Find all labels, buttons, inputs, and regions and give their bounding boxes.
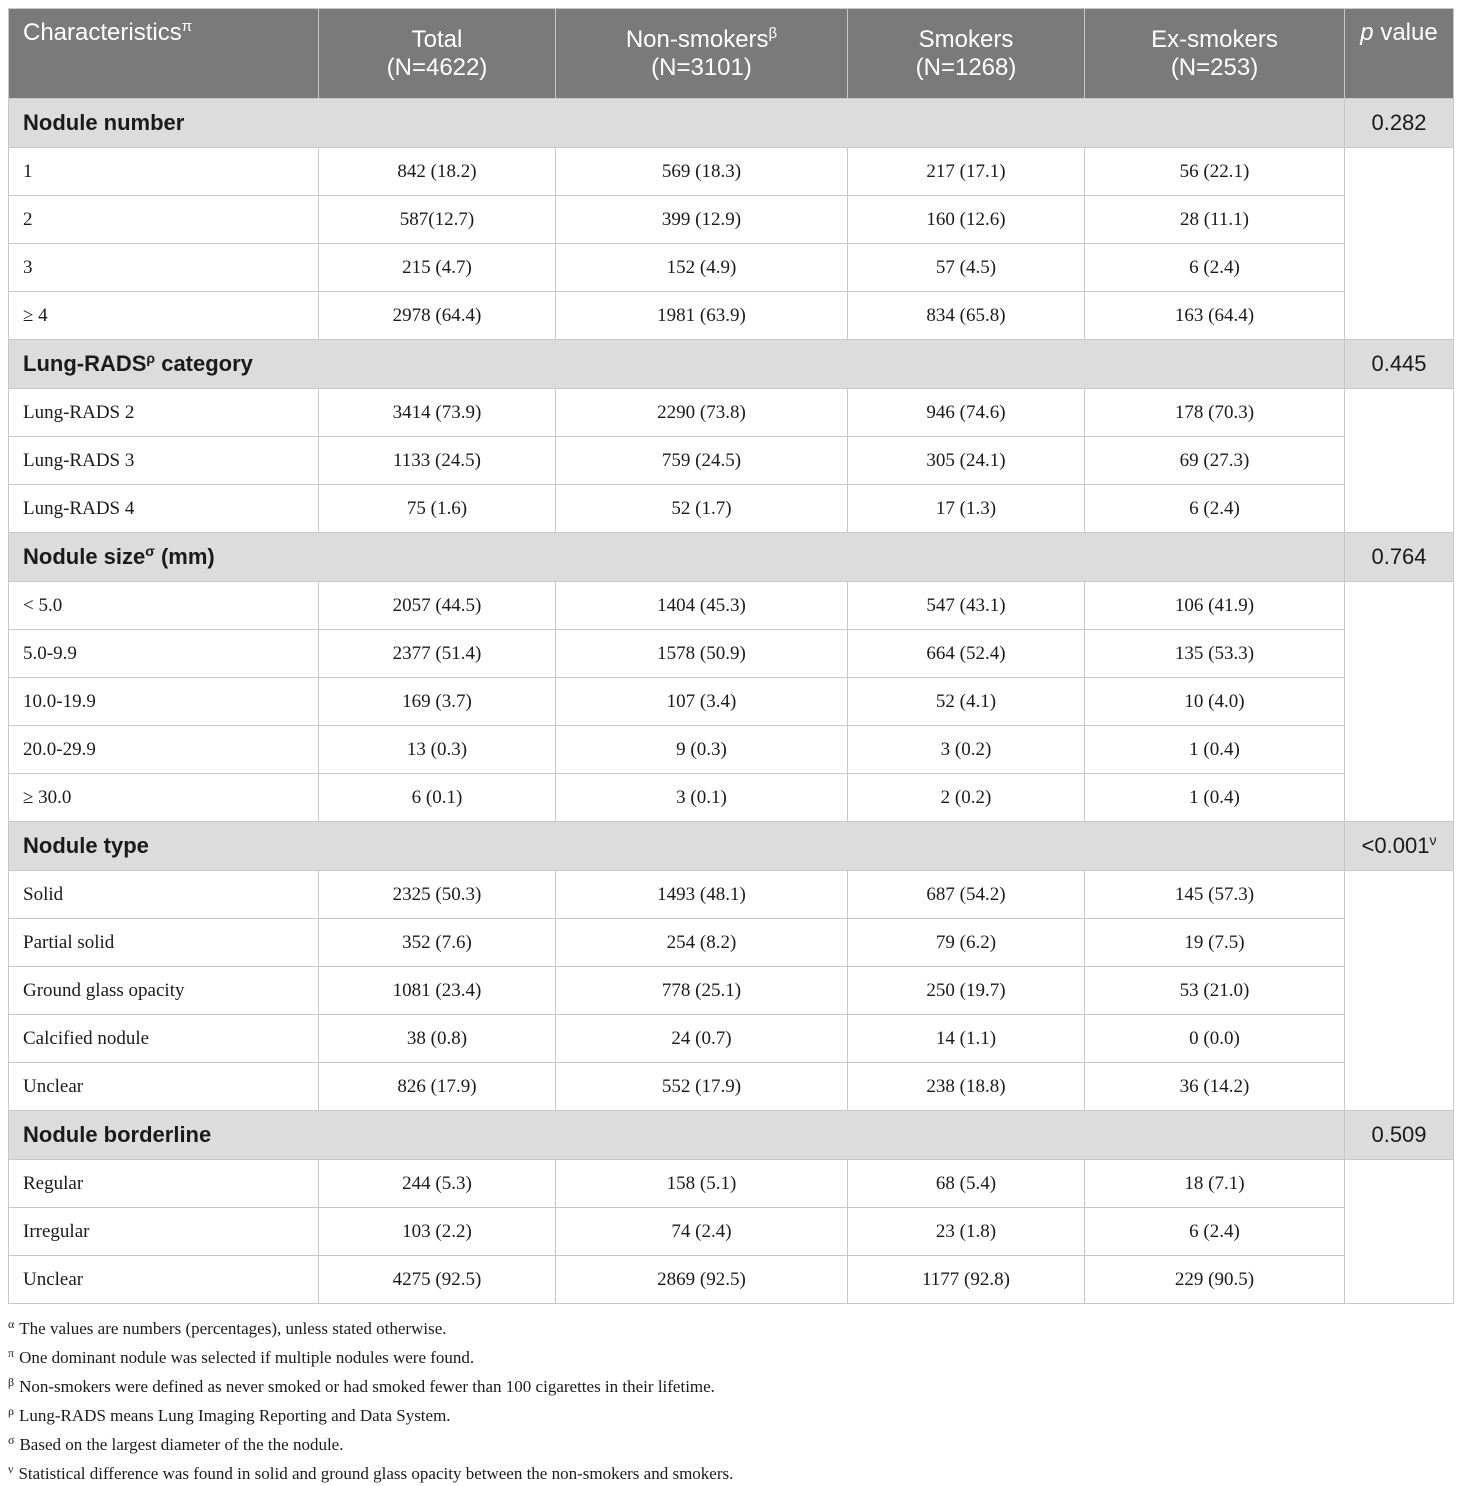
cell-exsmokers: 6 (2.4) (1085, 244, 1345, 292)
section-title-text: Nodule type (23, 833, 149, 858)
section-title (9, 340, 1345, 389)
cell-total: 352 (7.6) (319, 919, 556, 967)
section-title (9, 533, 1345, 582)
p-value-text: 0.445 (1371, 351, 1427, 376)
cell-total: 244 (5.3) (319, 1160, 556, 1208)
cell-nonsmokers: 1981 (63.9) (556, 292, 848, 340)
cell-nonsmokers: 569 (18.3) (556, 148, 848, 196)
table-row (9, 292, 1454, 340)
header-nonsmokers-n: (N=3101) (651, 53, 752, 81)
cell-total: 4275 (92.5) (319, 1256, 556, 1304)
cell-exsmokers: 6 (2.4) (1085, 1208, 1345, 1256)
cell-nonsmokers: 74 (2.4) (556, 1208, 848, 1256)
footnote-symbol: α (8, 1317, 15, 1331)
cell-total: 587(12.7) (319, 196, 556, 244)
cell-nonsmokers: 9 (0.3) (556, 726, 848, 774)
footnote-text: The values are numbers (percentages), unless stated otherwise. (19, 1319, 447, 1338)
cell-nonsmokers: 1493 (48.1) (556, 871, 848, 919)
cell-exsmokers: 145 (57.3) (1085, 871, 1345, 919)
row-label: Unclear (9, 1063, 319, 1111)
cell-nonsmokers: 399 (12.9) (556, 196, 848, 244)
cell-total: 2377 (51.4) (319, 630, 556, 678)
footnote (8, 1312, 1453, 1341)
cell-total: 2057 (44.5) (319, 582, 556, 630)
cell-exsmokers: 1 (0.4) (1085, 774, 1345, 822)
table-row (9, 871, 1454, 919)
cell-smokers: 17 (1.3) (848, 485, 1085, 533)
cell-total: 13 (0.3) (319, 726, 556, 774)
footnotes (8, 1312, 1453, 1486)
p-value-text: 0.282 (1371, 110, 1427, 135)
cell-exsmokers: 229 (90.5) (1085, 1256, 1345, 1304)
section-header-row (9, 533, 1454, 582)
cell-exsmokers: 0 (0.0) (1085, 1015, 1345, 1063)
table-header-row (9, 9, 1454, 99)
section-p-value (1345, 533, 1454, 582)
cell-total: 215 (4.7) (319, 244, 556, 292)
table-row (9, 1256, 1454, 1304)
p-value-blank-cell (1345, 582, 1454, 822)
cell-smokers: 3 (0.2) (848, 726, 1085, 774)
table-row (9, 389, 1454, 437)
row-label: Partial solid (9, 919, 319, 967)
header-p-value (1345, 9, 1454, 99)
cell-total: 6 (0.1) (319, 774, 556, 822)
table-row (9, 148, 1454, 196)
cell-smokers: 664 (52.4) (848, 630, 1085, 678)
header-exsmokers-label: Ex-smokers (1151, 25, 1278, 53)
section-title-text: Lung-RADS (23, 351, 147, 376)
p-value-sup: ν (1429, 832, 1437, 848)
footnote-symbol: σ (8, 1433, 15, 1447)
cell-nonsmokers: 152 (4.9) (556, 244, 848, 292)
footnote (8, 1399, 1453, 1428)
cell-total: 826 (17.9) (319, 1063, 556, 1111)
cell-smokers: 238 (18.8) (848, 1063, 1085, 1111)
table-row (9, 196, 1454, 244)
header-total-label: Total (411, 25, 463, 53)
cell-smokers: 14 (1.1) (848, 1015, 1085, 1063)
cell-smokers: 79 (6.2) (848, 919, 1085, 967)
header-exsmokers-n: (N=253) (1170, 53, 1259, 81)
p-value-blank-cell (1345, 389, 1454, 533)
cell-smokers: 305 (24.1) (848, 437, 1085, 485)
cell-nonsmokers: 158 (5.1) (556, 1160, 848, 1208)
table-row (9, 485, 1454, 533)
table-row (9, 1208, 1454, 1256)
cell-exsmokers: 56 (22.1) (1085, 148, 1345, 196)
section-p-value (1345, 99, 1454, 148)
row-label: 20.0-29.9 (9, 726, 319, 774)
header-nonsmokers-sup: β (768, 24, 778, 42)
footnote-symbol: β (8, 1375, 15, 1389)
cell-smokers: 217 (17.1) (848, 148, 1085, 196)
table-container (8, 8, 1453, 1486)
table-row (9, 630, 1454, 678)
cell-total: 842 (18.2) (319, 148, 556, 196)
row-label: Lung-RADS 3 (9, 437, 319, 485)
row-label: 1 (9, 148, 319, 196)
section-header-row (9, 340, 1454, 389)
table-row (9, 919, 1454, 967)
cell-total: 103 (2.2) (319, 1208, 556, 1256)
cell-exsmokers: 36 (14.2) (1085, 1063, 1345, 1111)
table-row (9, 967, 1454, 1015)
table-row (9, 437, 1454, 485)
cell-exsmokers: 1 (0.4) (1085, 726, 1345, 774)
cell-smokers: 1177 (92.8) (848, 1256, 1085, 1304)
cell-nonsmokers: 759 (24.5) (556, 437, 848, 485)
cell-nonsmokers: 24 (0.7) (556, 1015, 848, 1063)
header-nonsmokers (556, 9, 848, 99)
p-value-blank-cell (1345, 148, 1454, 340)
cell-exsmokers: 6 (2.4) (1085, 485, 1345, 533)
cell-smokers: 834 (65.8) (848, 292, 1085, 340)
header-nonsmokers-label: Non-smokers (625, 25, 769, 53)
cell-exsmokers: 135 (53.3) (1085, 630, 1345, 678)
section-title-text: Nodule borderline (23, 1122, 212, 1147)
footnote (8, 1457, 1453, 1486)
row-label: ≥ 30.0 (9, 774, 319, 822)
section-title (9, 1111, 1345, 1160)
section-title-suffix: category (155, 351, 253, 376)
header-smokers-n: (N=1268) (915, 53, 1017, 81)
cell-exsmokers: 19 (7.5) (1085, 919, 1345, 967)
cell-smokers: 547 (43.1) (848, 582, 1085, 630)
header-total (319, 9, 556, 99)
section-p-value (1345, 822, 1454, 871)
table-row (9, 244, 1454, 292)
cell-nonsmokers: 552 (17.9) (556, 1063, 848, 1111)
cell-nonsmokers: 52 (1.7) (556, 485, 848, 533)
section-title-suffix: (mm) (154, 544, 215, 569)
header-total-n: (N=4622) (386, 53, 488, 81)
cell-total: 3414 (73.9) (319, 389, 556, 437)
cell-total: 38 (0.8) (319, 1015, 556, 1063)
cell-total: 75 (1.6) (319, 485, 556, 533)
row-label: 10.0-19.9 (9, 678, 319, 726)
row-label: Calcified nodule (9, 1015, 319, 1063)
p-value-blank-cell (1345, 1160, 1454, 1304)
cell-smokers: 946 (74.6) (848, 389, 1085, 437)
header-exsmokers (1085, 9, 1345, 99)
row-label: Lung-RADS 2 (9, 389, 319, 437)
cell-nonsmokers: 107 (3.4) (556, 678, 848, 726)
cell-nonsmokers: 2290 (73.8) (556, 389, 848, 437)
footnote (8, 1341, 1453, 1370)
cell-smokers: 2 (0.2) (848, 774, 1085, 822)
header-p-italic: p (1360, 19, 1374, 46)
cell-nonsmokers: 1578 (50.9) (556, 630, 848, 678)
cell-exsmokers: 69 (27.3) (1085, 437, 1345, 485)
row-label: Lung-RADS 4 (9, 485, 319, 533)
footnote-text: Statistical difference was found in solid and ground glass opacity between the non-smokers and smokers. (18, 1464, 734, 1483)
cell-smokers: 23 (1.8) (848, 1208, 1085, 1256)
footnote-symbol: ρ (8, 1404, 14, 1418)
section-p-value (1345, 1111, 1454, 1160)
table-row (9, 678, 1454, 726)
cell-exsmokers: 163 (64.4) (1085, 292, 1345, 340)
header-smokers (848, 9, 1085, 99)
section-p-value (1345, 340, 1454, 389)
section-header-row (9, 99, 1454, 148)
section-title-text: Nodule size (23, 544, 146, 569)
table-row (9, 1063, 1454, 1111)
p-value-text: <0.001 (1361, 833, 1430, 858)
cell-smokers: 250 (19.7) (848, 967, 1085, 1015)
row-label: 2 (9, 196, 319, 244)
row-label: 5.0-9.9 (9, 630, 319, 678)
cell-total: 169 (3.7) (319, 678, 556, 726)
cell-total: 2978 (64.4) (319, 292, 556, 340)
row-label: Regular (9, 1160, 319, 1208)
table-row (9, 726, 1454, 774)
cell-nonsmokers: 778 (25.1) (556, 967, 848, 1015)
cell-nonsmokers: 1404 (45.3) (556, 582, 848, 630)
header-p-rest: value (1373, 19, 1438, 46)
cell-smokers: 57 (4.5) (848, 244, 1085, 292)
section-title-text: Nodule number (23, 110, 185, 135)
cell-total: 1133 (24.5) (319, 437, 556, 485)
table-row (9, 582, 1454, 630)
section-title (9, 822, 1345, 871)
cell-smokers: 687 (54.2) (848, 871, 1085, 919)
cell-nonsmokers: 254 (8.2) (556, 919, 848, 967)
row-label: Ground glass opacity (9, 967, 319, 1015)
table-row (9, 774, 1454, 822)
table-row (9, 1160, 1454, 1208)
cell-exsmokers: 18 (7.1) (1085, 1160, 1345, 1208)
cell-nonsmokers: 3 (0.1) (556, 774, 848, 822)
section-header-row (9, 822, 1454, 871)
footnote-symbol: ν (8, 1462, 14, 1476)
header-characteristics-sup: π (181, 18, 193, 35)
section-title-sup: ρ (146, 350, 156, 366)
cell-exsmokers: 28 (11.1) (1085, 196, 1345, 244)
footnote-text: One dominant nodule was selected if multiple nodules were found. (19, 1348, 475, 1367)
cell-total: 1081 (23.4) (319, 967, 556, 1015)
cell-exsmokers: 10 (4.0) (1085, 678, 1345, 726)
footnote-text: Lung-RADS means Lung Imaging Reporting and Data System. (19, 1406, 451, 1425)
table-body (9, 99, 1454, 1304)
cell-nonsmokers: 2869 (92.5) (556, 1256, 848, 1304)
footnote-text: Non-smokers were defined as never smoked or had smoked fewer than 100 cigarettes in their lifetime. (19, 1377, 715, 1396)
p-value-text: 0.764 (1371, 544, 1427, 569)
row-label: Irregular (9, 1208, 319, 1256)
footnote (8, 1428, 1453, 1457)
footnote (8, 1370, 1453, 1399)
cell-exsmokers: 178 (70.3) (1085, 389, 1345, 437)
footnote-symbol: π (8, 1346, 15, 1360)
table-row (9, 1015, 1454, 1063)
p-value-blank-cell (1345, 871, 1454, 1111)
footnote-text: Based on the largest diameter of the the nodule. (19, 1435, 344, 1454)
row-label: < 5.0 (9, 582, 319, 630)
header-characteristics: Characteristics$^\pi$ (9, 9, 319, 99)
cell-smokers: 68 (5.4) (848, 1160, 1085, 1208)
characteristics-table (8, 8, 1454, 1304)
section-title-sup: σ (145, 543, 155, 559)
cell-total: 2325 (50.3) (319, 871, 556, 919)
row-label: Unclear (9, 1256, 319, 1304)
cell-exsmokers: 53 (21.0) (1085, 967, 1345, 1015)
cell-smokers: 160 (12.6) (848, 196, 1085, 244)
cell-exsmokers: 106 (41.9) (1085, 582, 1345, 630)
row-label: Solid (9, 871, 319, 919)
header-smokers-label: Smokers (918, 25, 1014, 53)
row-label: ≥ 4 (9, 292, 319, 340)
section-header-row (9, 1111, 1454, 1160)
cell-smokers: 52 (4.1) (848, 678, 1085, 726)
row-label: 3 (9, 244, 319, 292)
section-title (9, 99, 1345, 148)
p-value-text: 0.509 (1371, 1122, 1427, 1147)
